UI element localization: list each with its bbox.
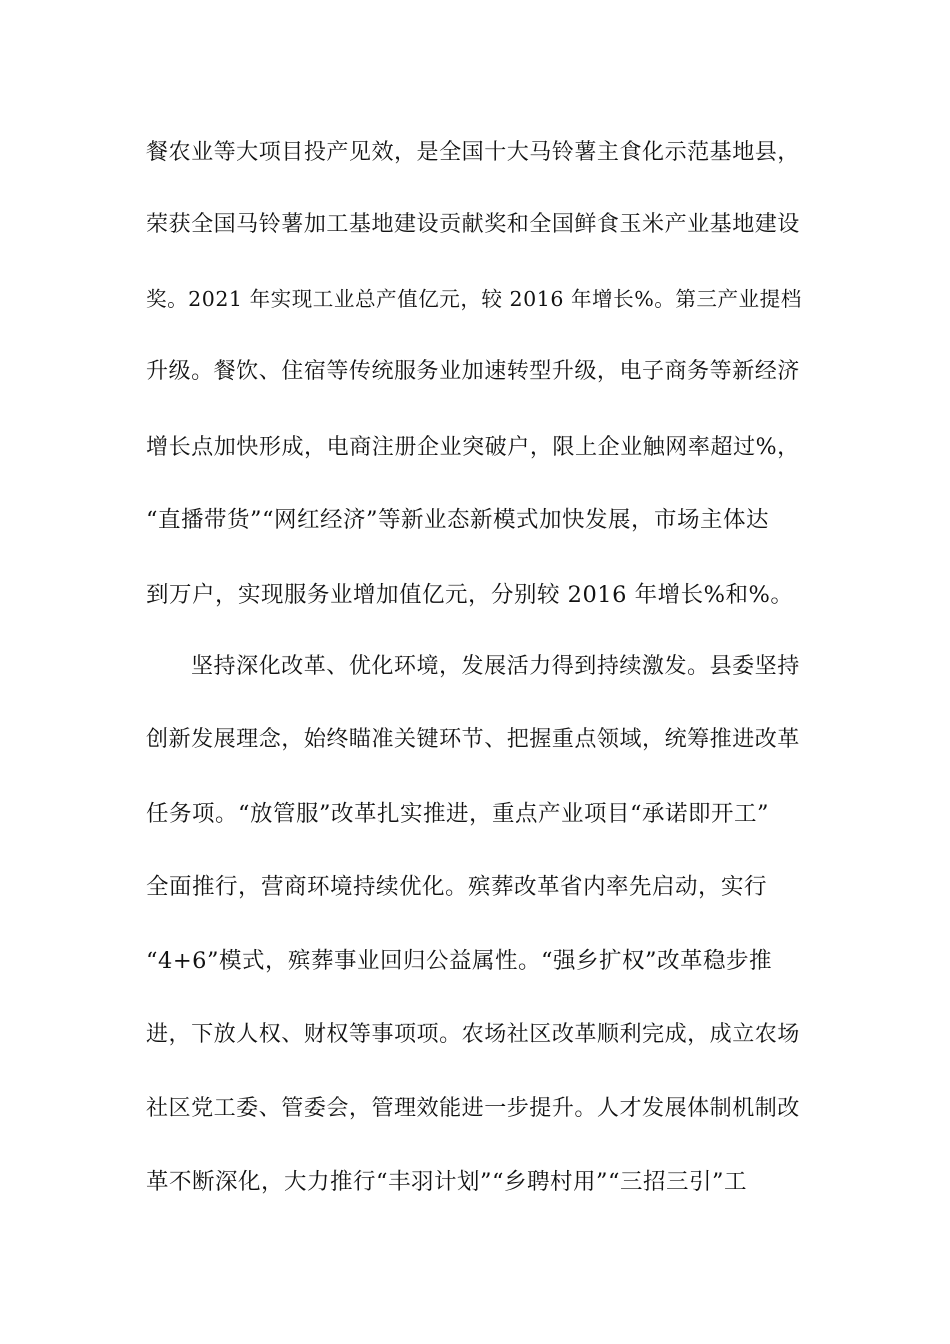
- text-line: 社区党工委、管委会，管理效能进一步提升。人才发展体制机制改: [146, 1096, 800, 1121]
- text-line: 任务项。“放管服”改革扎实推进，重点产业项目“承诺即开工”: [146, 801, 770, 827]
- text-line: 全面推行，营商环境持续优化。殡葬改革省内率先启动，实行: [146, 874, 768, 900]
- text-line: “直播带货”“网红经济”等新业态新模式加快发展，市场主体达: [146, 507, 770, 533]
- text-line: “4+6”模式，殡葬事业回归公益属性。“强乡扩权”改革稳步推: [146, 948, 772, 974]
- text-line: 到万户，实现服务业增加值亿元，分别较 2016 年增长%和%。: [146, 582, 794, 608]
- text-line: 革不断深化，大力推行“丰羽计划”“乡聘村用”“三招三引”工: [146, 1169, 748, 1195]
- text-line: 进，下放人权、财权等事项项。农场社区改革顺利完成，成立农场: [146, 1022, 800, 1047]
- text-line: 增长点加快形成，电商注册企业突破户，限上企业触网率超过%，: [146, 434, 800, 460]
- text-line: 奖。2021 年实现工业总产值亿元，较 2016 年增长%。第三产业提档: [146, 287, 802, 311]
- text-line: 荣获全国马铃薯加工基地建设贡献奖和全国鲜食玉米产业基地建设: [146, 212, 800, 237]
- text-line: 餐农业等大项目投产见效，是全国十大马铃薯主食化示范基地县，: [146, 140, 800, 165]
- text-line: 创新发展理念，始终瞄准关键环节、把握重点领域，统筹推进改革: [146, 727, 800, 752]
- text-line: 升级。餐饮、住宿等传统服务业加速转型升级，电子商务等新经济: [146, 359, 800, 384]
- paragraph-first-line: 坚持深化改革、优化环境，发展活力得到持续激发。县委坚持: [191, 654, 800, 679]
